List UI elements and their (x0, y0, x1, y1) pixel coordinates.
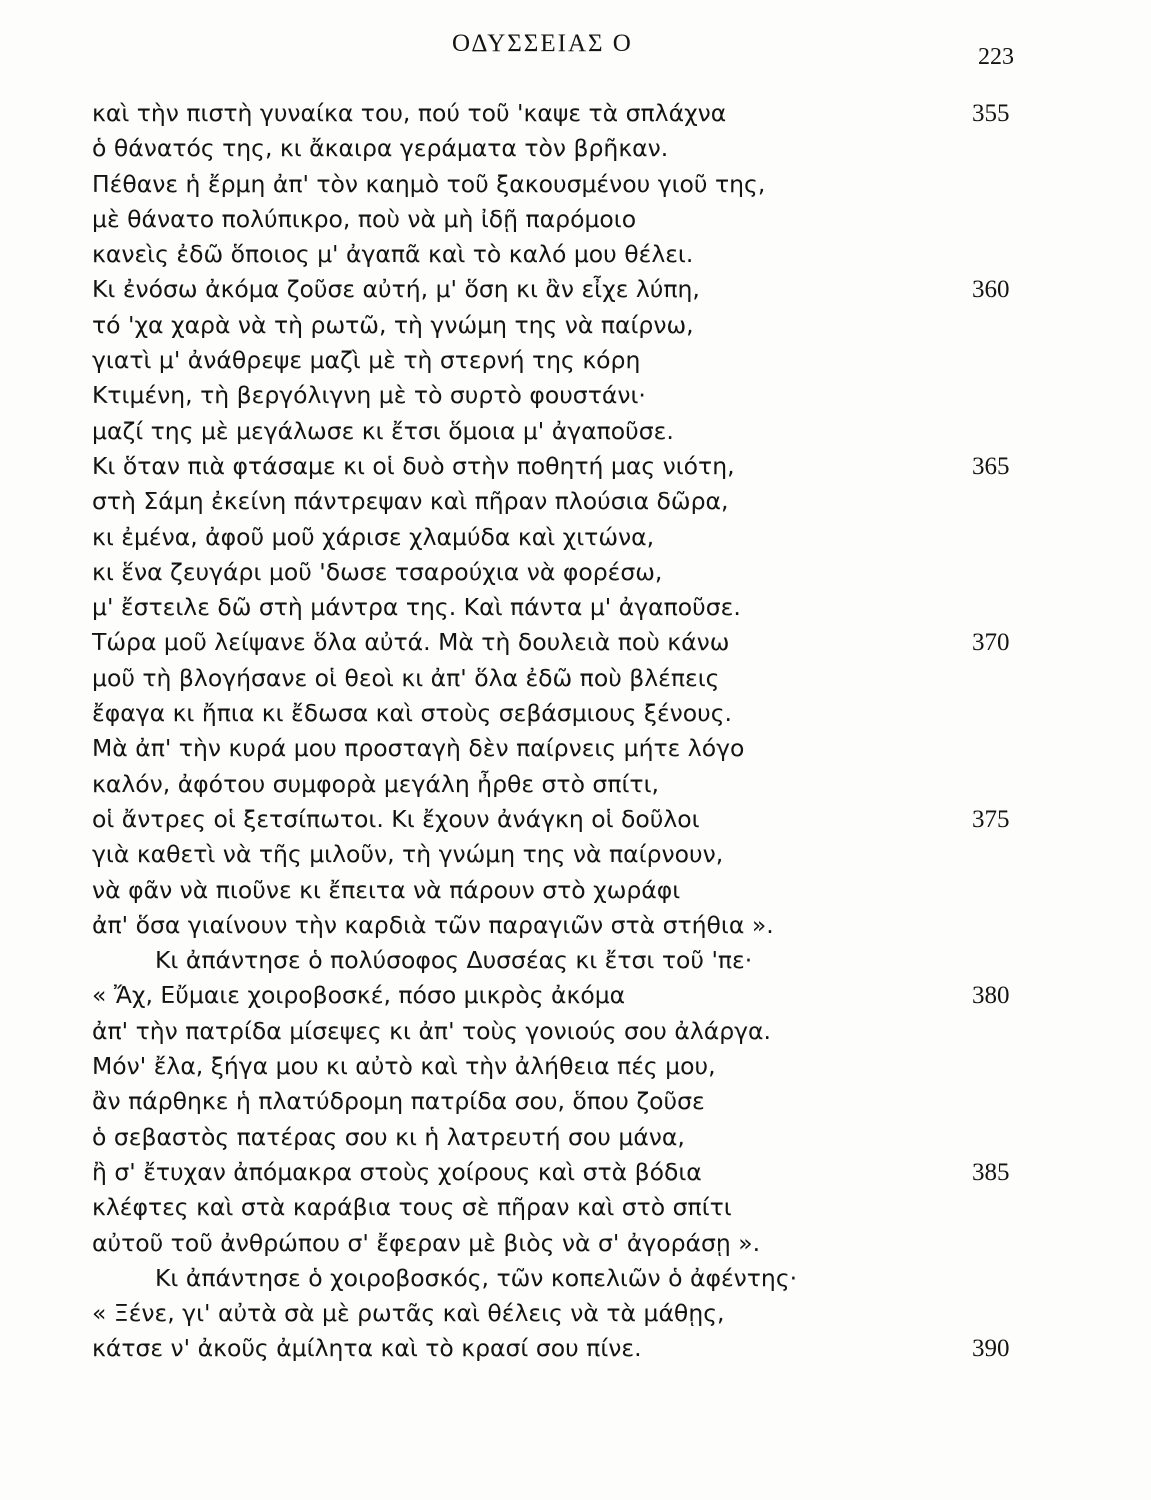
verse-line (0, 131, 1151, 166)
verse-line (0, 343, 1151, 378)
verse-line (0, 378, 1151, 413)
verse-line (0, 520, 1151, 555)
verse-text: « Ἄχ, Εὔμαιε χοιροβοσκέ, πόσο μικρὸς ἀκόμα (92, 981, 626, 1010)
verse-line (0, 308, 1151, 343)
verse-text: οἱ ἄντρες οἱ ξετσίπωτοι. Κι ἔχουν ἀνάγκη οἱ δοῦλοι (92, 804, 700, 833)
verse-text: ὁ θάνατός της, κι ἄκαιρα γεράματα τὸν βρῆκαν. (92, 134, 669, 163)
verse-line (0, 661, 1151, 696)
verse-line (0, 978, 1151, 1013)
verse-text: Κι ὅταν πιὰ φτάσαμε κι οἱ δυὸ στὴν ποθητή μας νιότη, (92, 451, 735, 480)
verse-line (0, 696, 1151, 731)
verse-text: Μόν' ἔλα, ξήγα μου κι αὐτὸ καὶ τὴν ἀλήθεια πές μου, (92, 1052, 716, 1081)
verse-line (0, 731, 1151, 766)
verse-line (0, 908, 1151, 943)
verse-line (0, 767, 1151, 802)
verse-line (0, 873, 1151, 908)
verse-text: κανεὶς ἐδῶ ὅποιος μ' ἀγαπᾶ καὶ τὸ καλό μου θέλει. (92, 240, 694, 269)
verse-block (0, 96, 1151, 1367)
verse-text: αὐτοῦ τοῦ ἀνθρώπου σ' ἔφεραν μὲ βιὸς νὰ σ' ἀγοράσῃ ». (92, 1228, 761, 1257)
verse-text: ἢ σ' ἔτυχαν ἀπόμακρα στοὺς χοίρους καὶ στὰ βόδια (92, 1157, 702, 1186)
line-number: 370 (972, 629, 1010, 657)
verse-text: κάτσε ν' ἀκοῦς ἀμίλητα καὶ τὸ κρασί σου πίνε. (92, 1334, 642, 1363)
verse-text: μ' ἔστειλε δῶ στὴ μάντρα της. Καὶ πάντα μ' ἀγαποῦσε. (92, 593, 741, 622)
verse-line (0, 1084, 1151, 1119)
line-number: 355 (972, 100, 1010, 127)
verse-line (0, 272, 1151, 307)
verse-text: Κτιμένη, τὴ βεργόλιγνη μὲ τὸ συρτὸ φουστάνι· (92, 381, 646, 410)
verse-line (0, 96, 1151, 131)
verse-text: ἔφαγα κι ἤπια κι ἔδωσα καὶ στοὺς σεβάσμιους ξένους. (92, 699, 733, 728)
verse-text: κλέφτες καὶ στὰ καράβια τους σὲ πῆραν καὶ στὸ σπίτι (92, 1193, 732, 1222)
verse-text: νὰ φᾶν νὰ πιοῦνε κι ἔπειτα νὰ πάρουν στὸ χωράφι (92, 875, 681, 904)
verse-text: τό 'χα χαρὰ νὰ τὴ ρωτῶ, τὴ γνώμη της νὰ παίρνω, (92, 310, 694, 339)
verse-text: Κι ἐνόσω ἀκόμα ζοῦσε αὐτή, μ' ὅση κι ἂν εἶχε λύπη, (92, 275, 700, 304)
verse-line (0, 449, 1151, 484)
line-number: 365 (972, 452, 1010, 480)
verse-line (0, 555, 1151, 590)
line-number: 380 (972, 982, 1010, 1010)
verse-text: Κι ἀπάντησε ὁ χοιροβοσκός, τῶν κοπελιῶν ὁ ἀφέντης· (155, 1263, 798, 1292)
line-number: 390 (972, 1335, 1010, 1363)
verse-text: μοῦ τὴ βλογήσανε οἱ θεοὶ κι ἀπ' ὅλα ἐδῶ ποὺ βλέπεις (92, 663, 720, 692)
line-number: 385 (972, 1158, 1010, 1186)
verse-text: ἀπ' τὴν πατρίδα μίσεψες κι ἀπ' τοὺς γονιούς σου ἀλάργα. (92, 1016, 772, 1045)
verse-line (0, 484, 1151, 519)
running-title: ΟΔΥΣΣΕΙΑΣ Ο (452, 30, 633, 57)
verse-line (0, 1120, 1151, 1155)
verse-text: μὲ θάνατο πολύπικρο, ποὺ νὰ μὴ ἰδῇ παρόμοιο (92, 204, 637, 233)
verse-text: μαζί της μὲ μεγάλωσε κι ἔτσι ὅμοια μ' ἀγαποῦσε. (92, 416, 674, 445)
verse-text: Τώρα μοῦ λείψανε ὅλα αὐτά. Μὰ τὴ δουλειὰ ποὺ κάνω (92, 628, 730, 657)
verse-text: καλόν, ἀφότου συμφορὰ μεγάλη ἦρθε στὸ σπίτι, (92, 769, 659, 798)
page-header (0, 30, 1151, 70)
verse-line (0, 1331, 1151, 1366)
verse-line (0, 1226, 1151, 1261)
verse-line (0, 625, 1151, 660)
verse-text: ὁ σεβαστὸς πατέρας σου κι ἡ λατρευτή σου μάνα, (92, 1122, 685, 1151)
verse-line (0, 590, 1151, 625)
verse-text: γιὰ καθετὶ νὰ τῆς μιλοῦν, τὴ γνώμη της νὰ παίρνουν, (92, 840, 724, 869)
verse-line (0, 1190, 1151, 1225)
verse-text: Πέθανε ἡ ἔρμη ἀπ' τὸν καημὸ τοῦ ξακουσμένου γιοῦ της, (92, 169, 766, 198)
verse-line (0, 1049, 1151, 1084)
verse-line (0, 237, 1151, 272)
verse-text: κι ἐμένα, ἀφοῦ μοῦ χάρισε χλαμύδα καὶ χιτώνα, (92, 522, 655, 551)
verse-line (0, 802, 1151, 837)
verse-text: ἀπ' ὅσα γιαίνουν τὴν καρδιὰ τῶν παραγιῶν στὰ στήθια ». (92, 910, 774, 939)
verse-line (0, 1296, 1151, 1331)
verse-text: Μὰ ἀπ' τὴν κυρά μου προσταγὴ δὲν παίρνεις μήτε λόγο (92, 734, 745, 763)
verse-line (0, 1155, 1151, 1190)
verse-text: καὶ τὴν πιστὴ γυναίκα του, πού τοῦ 'καψε τὰ σπλάχνα (92, 99, 727, 127)
verse-text: Κι ἀπάντησε ὁ πολύσοφος Δυσσέας κι ἔτσι τοῦ 'πε· (155, 946, 753, 975)
verse-line (0, 1014, 1151, 1049)
verse-text: στὴ Σάμη ἐκείνη πάντρεψαν καὶ πῆραν πλούσια δῶρα, (92, 487, 729, 516)
verse-text: ἂν πάρθηκε ἡ πλατύδρομη πατρίδα σου, ὅπου ζοῦσε (92, 1087, 705, 1116)
verse-text: κι ἕνα ζευγάρι μοῦ 'δωσε τσαρούχια νὰ φορέσω, (92, 557, 663, 586)
verse-text: « Ξένε, γι' αὐτὰ σὰ μὲ ρωτᾶς καὶ θέλεις νὰ τὰ μάθῃς, (92, 1299, 725, 1328)
verse-line (0, 414, 1151, 449)
verse-line (0, 943, 1151, 978)
verse-line (0, 1261, 1151, 1296)
line-number: 375 (972, 805, 1010, 833)
line-number: 360 (972, 276, 1010, 304)
verse-line (0, 202, 1151, 237)
verse-line (0, 167, 1151, 202)
page-number: 223 (978, 44, 1014, 70)
verse-text: γιατὶ μ' ἀνάθρεψε μαζὶ μὲ τὴ στερνή της κόρη (92, 346, 641, 375)
verse-line (0, 837, 1151, 872)
